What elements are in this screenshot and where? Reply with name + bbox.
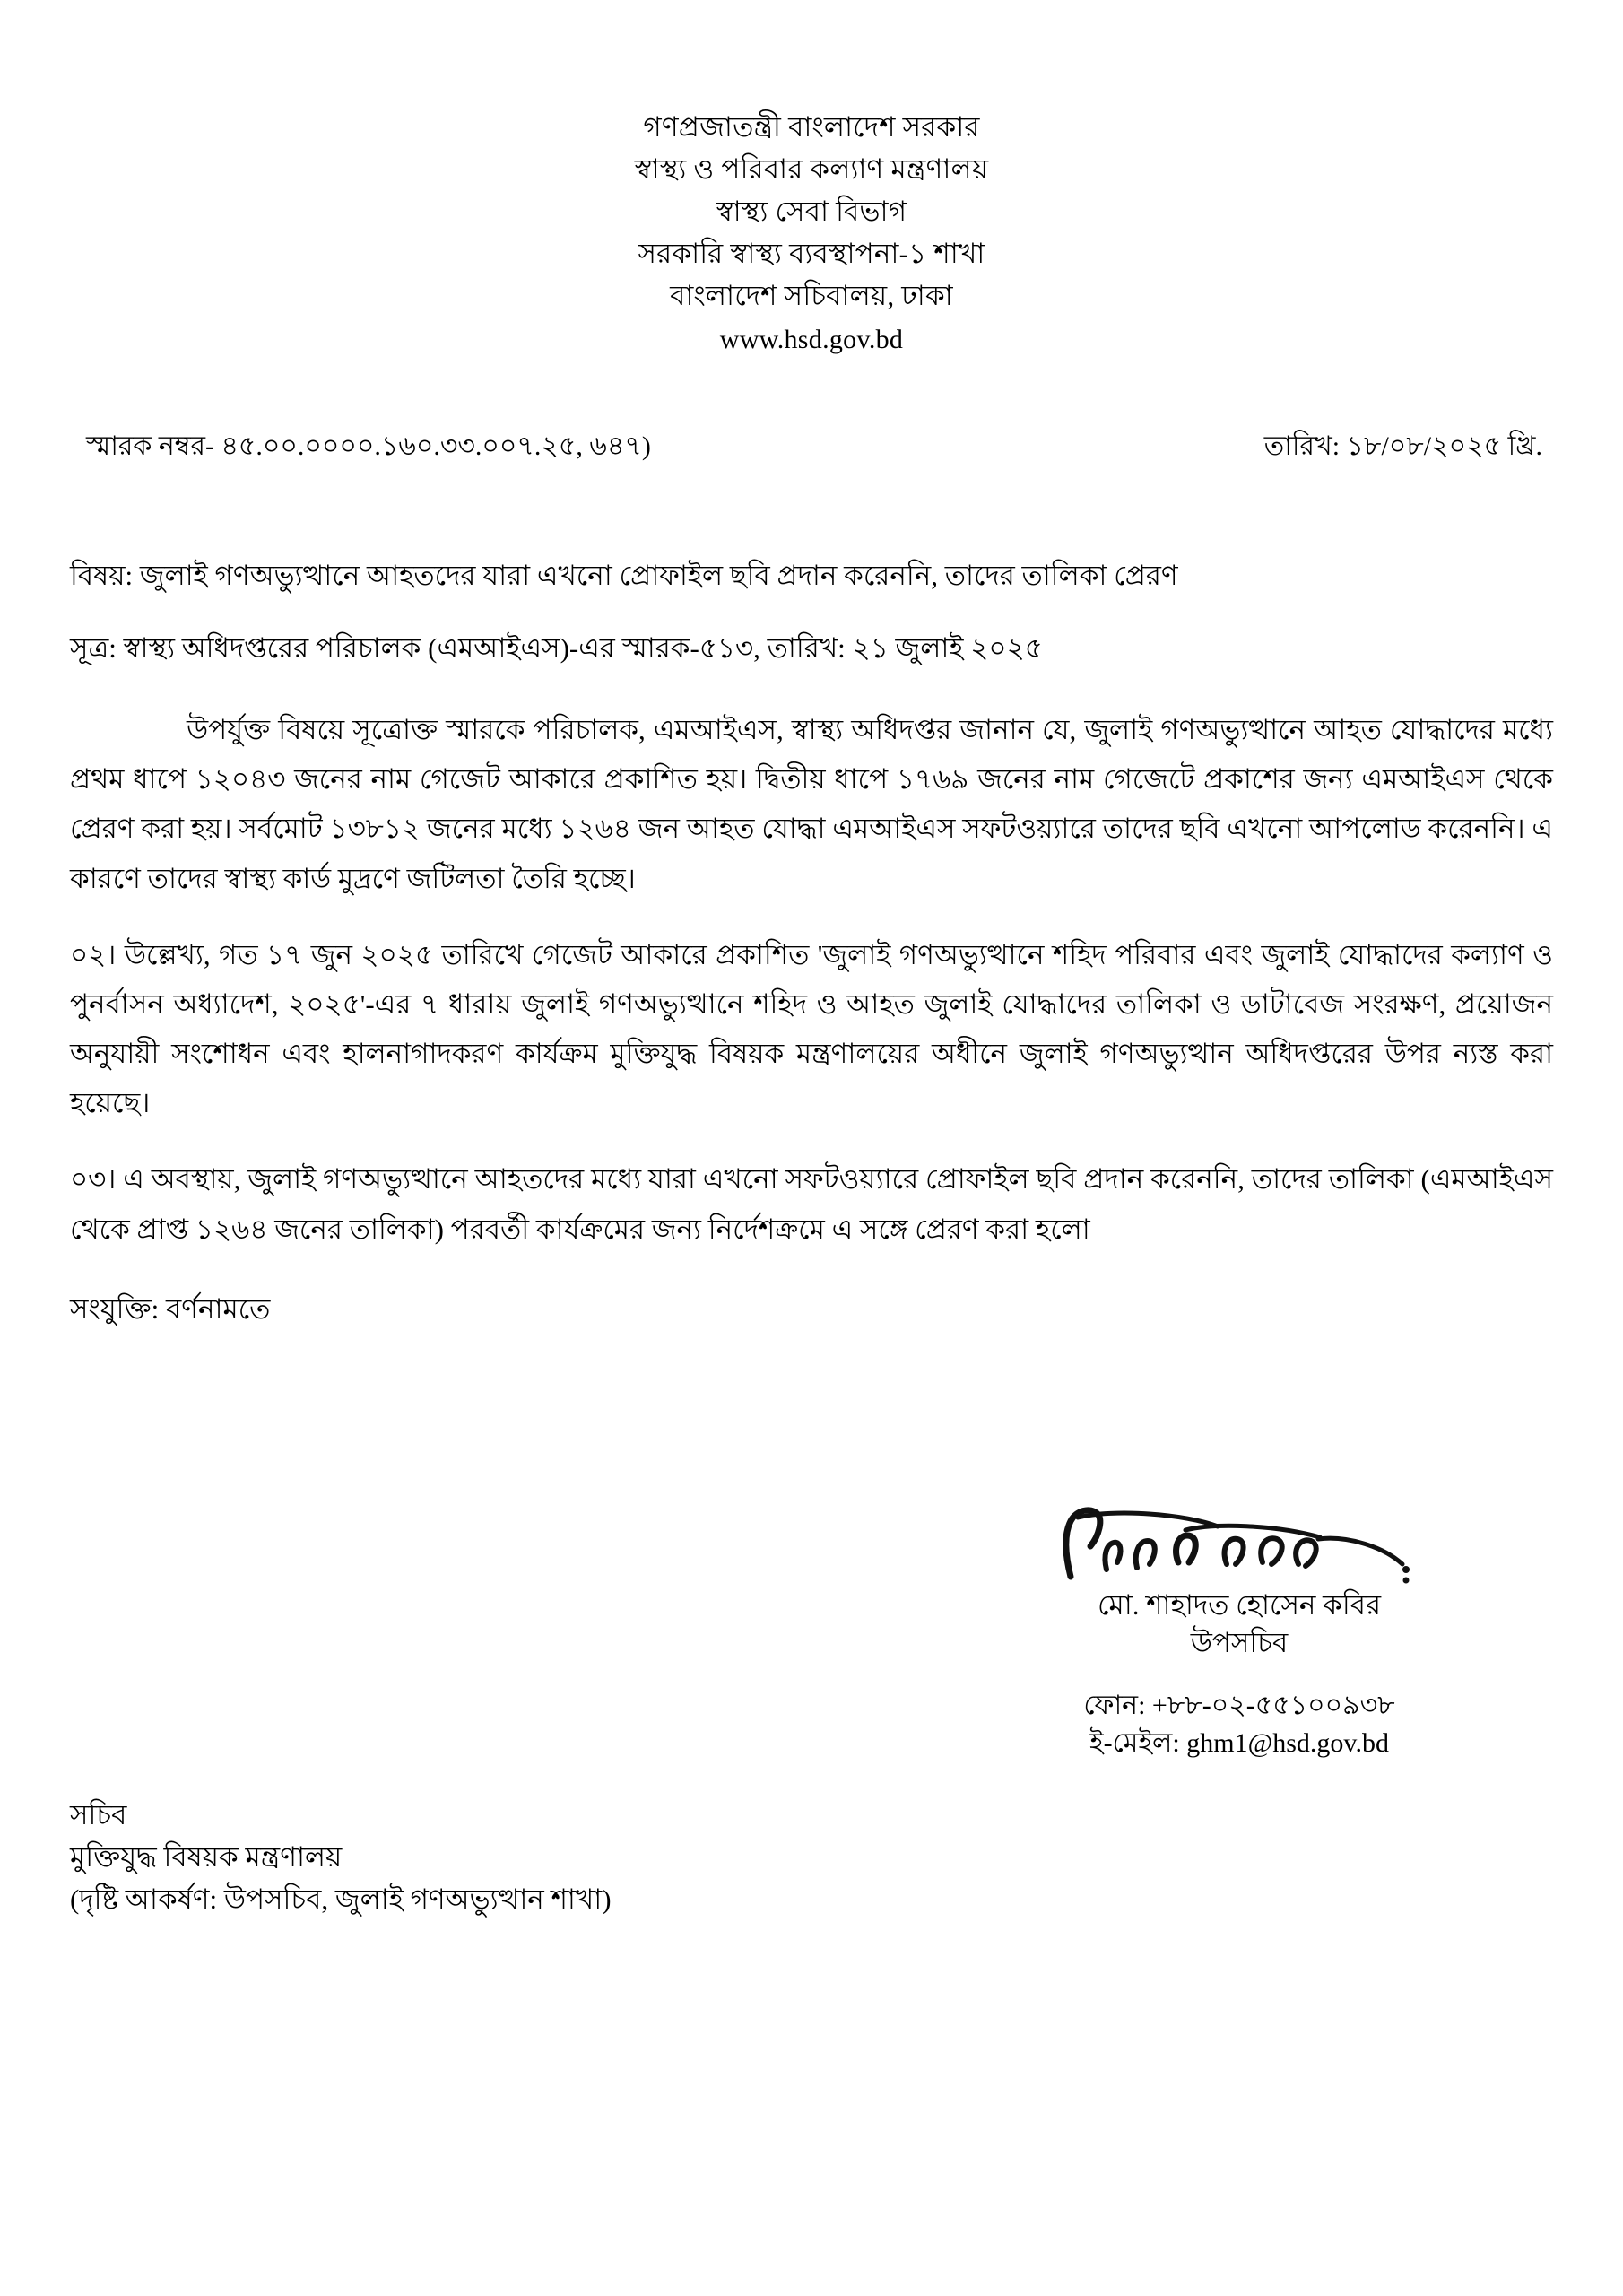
handwritten-signature-icon	[952, 1500, 1526, 1586]
attachment-note: সংযুক্তি: বর্ণনামতে	[70, 1292, 271, 1325]
addressee-block	[70, 1794, 612, 1920]
reference-line: সূত্র: স্বাস্থ্য অধিদপ্তরের পরিচালক (এমআইএস)-এর স্মারক-৫১৩, তারিখ: ২১ জুলাই ২০২৫	[70, 632, 1043, 665]
letterhead	[70, 0, 1553, 360]
signer-designation: উপসচিব	[1190, 1627, 1289, 1659]
letterhead-line-address: বাংলাদেশ সচিবালয়, ঢাকা	[670, 280, 953, 312]
signer-phone: ফোন: +৮৮-০২-৫৫১০০৯৩৮	[1083, 1691, 1395, 1721]
signature-block	[952, 1500, 1526, 1762]
addressee-designation: সচিব	[70, 1799, 127, 1831]
letterhead-website: www.hsd.gov.bd	[719, 324, 904, 354]
body-paragraph-2: ০২। উল্লেখ্য, গত ১৭ জুন ২০২৫ তারিখে গেজেট আকারে প্রকাশিত 'জুলাই গণঅভ্যুত্থানে শহিদ পরিবার এবং জুলাই যোদ্ধাদের কল্যাণ ও পুনর্বাসন অধ্যাদেশ, ২০২৫'-এর ৭ ধারায় জুলাই গণঅভ্যুত্থানে শহিদ ও আহত জুলাই যোদ্ধাদের তালিকা ও ডাটাবেজ সংরক্ষণ, প্রয়োজন অনুযায়ী সংশোধন এবং হালনাগাদকরণ কার্যক্রম মুক্তিযুদ্ধ বিষয়ক মন্ত্রণালয়ের অধীনে জুলাই গণঅভ্যুত্থান অধিদপ্তরের উপর ন্যস্ত করা হয়েছে।	[70, 938, 1553, 1119]
body-paragraph-1: উপর্যুক্ত বিষয়ে সূত্রোক্ত স্মারকে পরিচালক, এমআইএস, স্বাস্থ্য অধিদপ্তর জানান যে, জুলাই গণঅভ্যুত্থানে আহত যোদ্ধাদের মধ্যে প্রথম ধাপে ১২০৪৩ জনের নাম গেজেট আকারে প্রকাশিত হয়। দ্বিতীয় ধাপে ১৭৬৯ জনের নাম গেজেটে প্রকাশের জন্য এমআইএস থেকে প্রেরণ করা হয়। সর্বমোট ১৩৮১২ জনের মধ্যে ১২৬৪ জন আহত যোদ্ধা এমআইএস সফটওয়্যারে তাদের ছবি এখনো আপলোড করেননি। এ কারণে তাদের স্বাস্থ্য কার্ড মুদ্রণে জটিলতা তৈরি হচ্ছে।	[70, 714, 1553, 894]
memo-row	[70, 424, 1553, 470]
addressee-ministry: মুক্তিযুদ্ধ বিষয়ক মন্ত্রণালয়	[70, 1841, 343, 1874]
letterhead-line-ministry: স্বাস্থ্য ও পরিবার কল্যাণ মন্ত্রণালয়	[634, 153, 989, 186]
letterhead-line-division: স্বাস্থ্য সেবা বিভাগ	[716, 196, 907, 228]
letterhead-line-government: গণপ্রজাতন্ত্রী বাংলাদেশ সরকার	[643, 111, 980, 143]
addressee-attention-note: (দৃষ্টি আকর্ষণ: উপসচিব, জুলাই গণঅভ্যুত্থান শাখা)	[70, 1883, 612, 1916]
subject-line: বিষয়: জুলাই গণঅভ্যুত্থানে আহতদের যারা এখনো প্রোফাইল ছবি প্রদান করেননি, তাদের তালিকা প্রেরণ	[70, 560, 1178, 592]
signer-email: ই-মেইল: ghm1@hsd.gov.bd	[1089, 1728, 1389, 1759]
body-block	[70, 705, 1553, 1254]
memo-date: তারিখ: ১৮/০৮/২০২৫ খ্রি.	[1263, 431, 1542, 462]
signer-name: মো. শাহাদত হোসেন কবির	[1097, 1589, 1382, 1621]
letterhead-line-branch: সরকারি স্বাস্থ্য ব্যবস্থাপনা-১ শাখা	[638, 238, 985, 270]
body-paragraph-3: ০৩। এ অবস্থায়, জুলাই গণঅভ্যুত্থানে আহতদের মধ্যে যারা এখনো সফটওয়্যারে প্রোফাইল ছবি প্রদান করেননি, তাদের তালিকা (এমআইএস থেকে প্রাপ্ত ১২৬৪ জনের তালিকা) পরবর্তী কার্যক্রমের জন্য নির্দেশক্রমে এ সঙ্গে প্রেরণ করা হলো	[70, 1163, 1553, 1245]
memo-number: স্মারক নম্বর- ৪৫.০০.০০০০.১৬০.৩৩.০০৭.২৫, ৬৪৭)	[86, 431, 651, 462]
